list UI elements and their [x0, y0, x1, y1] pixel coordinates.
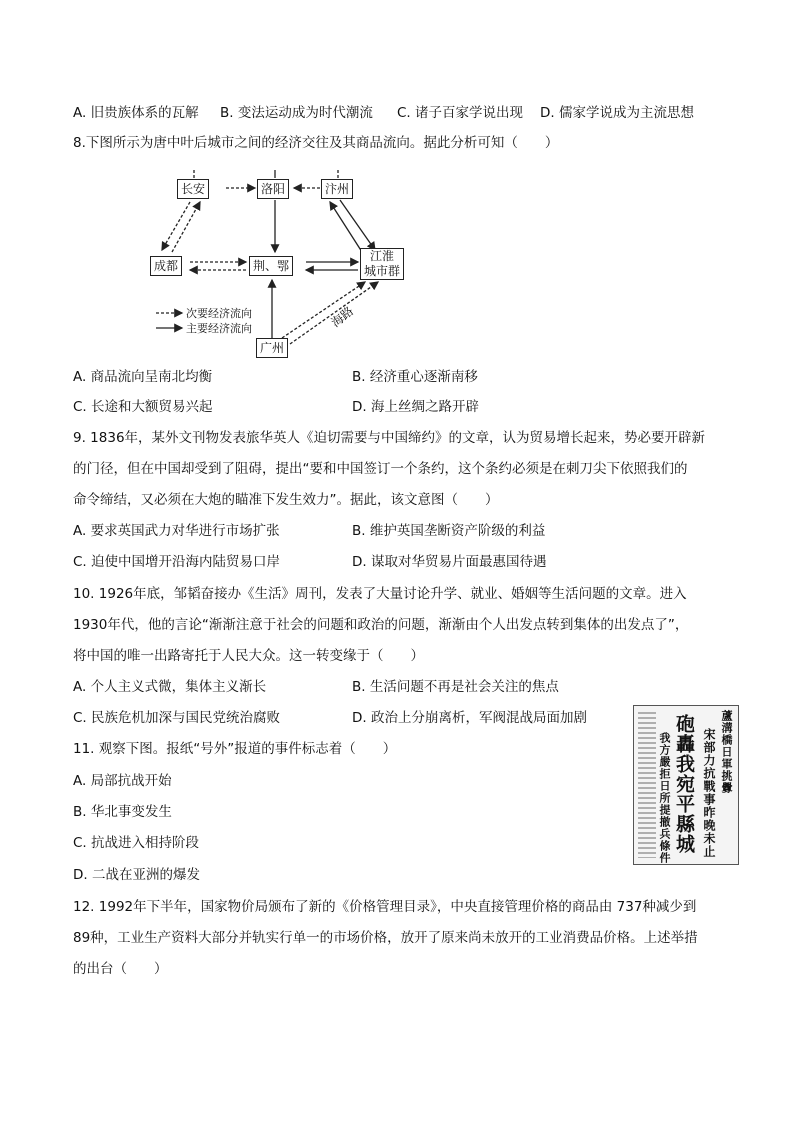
- q8-stem: 8.下图所示为唐中叶后城市之间的经济交往及其商品流向。据此分析可知（ ）: [73, 135, 559, 151]
- q9-option-d: D. 谋取对华贸易片面最惠国待遇: [352, 554, 547, 570]
- newspaper-headline-2: 宋部力抗戰事昨晚未止: [702, 728, 716, 858]
- q7-option-c: C. 诸子百家学说出现: [397, 105, 524, 121]
- q11-option-c: C. 抗战进入相持阶段: [73, 835, 200, 851]
- node-jianghuai-line1: 江淮: [370, 249, 395, 263]
- q7-option-d: D. 儒家学说成为主流思想: [540, 105, 694, 121]
- sea-route-label: 海路: [328, 303, 357, 330]
- q10-option-c: C. 民族危机加深与国民党统治腐败: [73, 710, 281, 726]
- node-jianghuai: [360, 248, 404, 280]
- newspaper-headline-4: 我方嚴拒日所提撤兵條件: [658, 732, 671, 864]
- arrow-changan-chengdu: [162, 202, 190, 250]
- q10-line-2: 1930年代，他的言论“渐渐注意于社会的问题和政治的问题，渐渐由个人出发点转到集体的出发点了”，: [73, 617, 689, 633]
- arrow-chengdu-changan: [172, 202, 200, 252]
- q7-option-b: B. 变法运动成为时代潮流: [220, 105, 373, 121]
- q10-option-b: B. 生活问题不再是社会关注的焦点: [352, 679, 559, 695]
- q9-line-2: 的门径，但在中国却受到了阻碍，提出“要和中国签订一个条约，这个条约必须是在刺刀尖下依照我们的: [73, 461, 688, 477]
- q7-option-a: A. 旧贵族体系的瓦解: [73, 105, 199, 121]
- q12-line-1: 12. 1992年下半年，国家物价局颁布了新的《价格管理目录》，中央直接管理价格的商品由 737种减少到: [73, 899, 697, 915]
- newspaper-fine-print: [638, 712, 656, 858]
- q8-option-c: C. 长途和大额贸易兴起: [73, 399, 213, 415]
- newspaper-headline-1: 蘆溝橋日軍挑釁: [720, 710, 733, 794]
- q11-option-d: D. 二战在亚洲的爆发: [73, 867, 200, 883]
- q10-option-d: D. 政治上分崩离析，军阀混战局面加剧: [352, 710, 587, 726]
- q8-option-d: D. 海上丝绸之路开辟: [352, 399, 479, 415]
- q8-option-b: B. 经济重心逐渐南移: [352, 369, 478, 385]
- q11-stem: 11. 观察下图。报纸“号外”报道的事件标志着（ ）: [73, 741, 397, 757]
- legend-secondary: 次要经济流向: [186, 307, 252, 320]
- q10-option-a: A. 个人主义式微，集体主义渐长: [73, 679, 267, 695]
- node-chengdu: 成都: [150, 256, 182, 276]
- q8-option-a: A. 商品流向呈南北均衡: [73, 369, 213, 385]
- trade-flow-diagram: [150, 160, 410, 360]
- newspaper-extra-image: [633, 705, 739, 865]
- node-luoyang: 洛阳: [257, 179, 289, 199]
- q11-option-a: A. 局部抗战开始: [73, 773, 172, 789]
- q10-line-3: 将中国的唯一出路寄托于人民大众。这一转变缘于（ ）: [73, 648, 424, 664]
- legend-primary: 主要经济流向: [186, 322, 252, 335]
- q10-line-1: 10. 1926年底，邹韬奋接办《生活》周刊，发表了大量讨论升学、就业、婚姻等生活问题的文章。进入: [73, 586, 687, 602]
- node-bianzhou: 汴州: [321, 179, 353, 199]
- q9-option-c: C. 迫使中国增开沿海内陆贸易口岸: [73, 554, 281, 570]
- q9-line-3: 命令缔结，又必须在大炮的瞄准下发生效力”。据此，该文意图（ ）: [73, 492, 499, 508]
- newspaper-headline-3: 砲轟我宛平縣城: [673, 714, 695, 854]
- node-jinge: 荆、鄂: [249, 256, 293, 276]
- node-guangzhou: 广州: [256, 338, 288, 358]
- q12-line-3: 的出台（ ）: [73, 961, 168, 977]
- q9-line-1: 9. 1836年，某外文刊物发表旅华英人《迫切需要与中国缔约》的文章，认为贸易增长起来，势必要开辟新: [73, 430, 706, 446]
- q11-option-b: B. 华北事变发生: [73, 804, 172, 820]
- node-jianghuai-line2: 城市群: [364, 264, 401, 278]
- q9-option-a: A. 要求英国武力对华进行市场扩张: [73, 523, 280, 539]
- q9-option-b: B. 维护英国垄断资产阶级的利益: [352, 523, 546, 539]
- q12-line-2: 89种，工业生产资料大部分并轨实行单一的市场价格，放开了原来尚未放开的工业消费品价格。上述举措: [73, 930, 698, 946]
- node-changan: 长安: [177, 179, 209, 199]
